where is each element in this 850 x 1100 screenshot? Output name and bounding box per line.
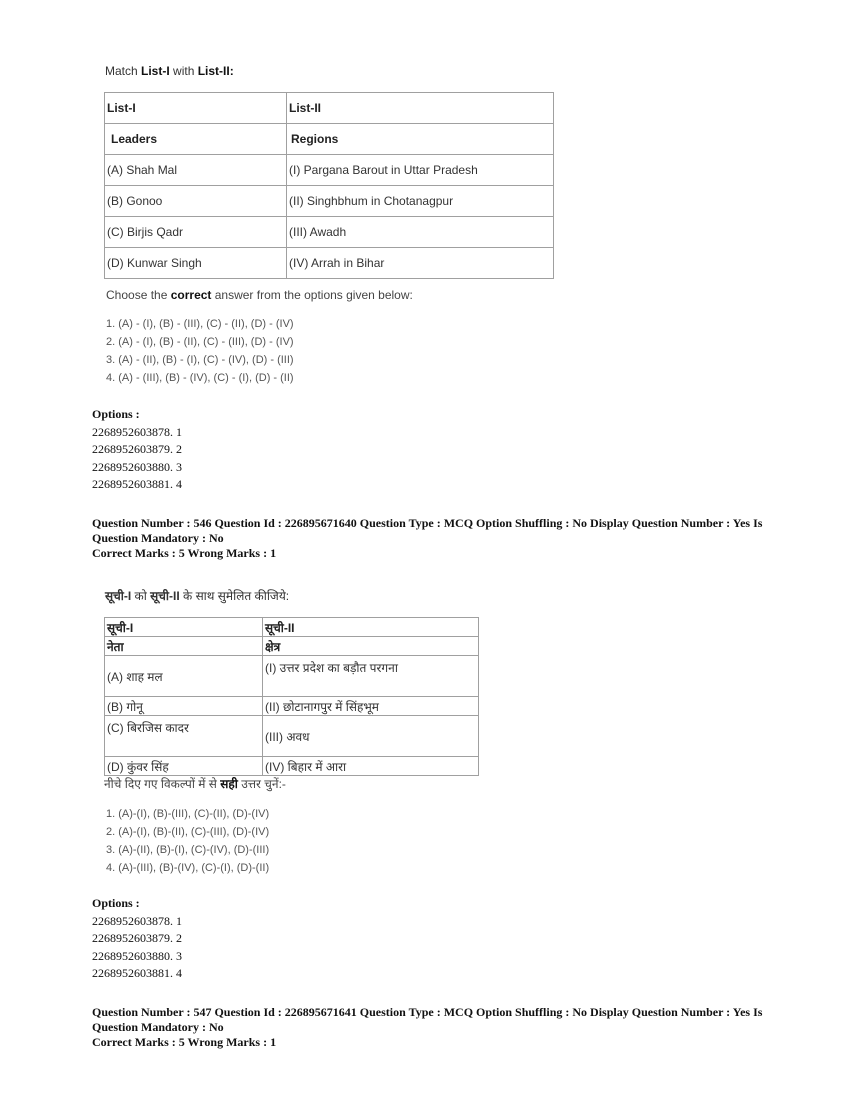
match-table [104,92,554,279]
question-marks: Correct Marks : 5 Wrong Marks : 1 [92,1035,277,1049]
option-id: 2268952603879. 2 [92,931,182,945]
table-cell: (III) अवध [263,716,479,757]
table-cell: (B) Gonoo [105,186,287,217]
option-id: 2268952603878. 1 [92,913,182,928]
question-marks: Correct Marks : 5 Wrong Marks : 1 [92,546,277,560]
answer-choice: 2. (A)-(I), (B)-(II), (C)-(III), (D)-(IV) [106,826,270,838]
answer-choice: 3. (A)-(II), (B)-(I), (C)-(IV), (D)-(III) [106,844,270,856]
table-subheader: क्षेत्र [263,637,479,656]
match-instruction: Match List-I with List-II: [105,64,234,78]
table-row [105,248,554,279]
question-header [92,1005,772,1050]
options-block [92,406,182,494]
answer-choice: 3. (A) - (II), (B) - (I), (C) - (IV), (D) - (III) [106,354,294,366]
options-label: Options : [92,896,140,910]
table-row [105,757,479,776]
table-subheader: Leaders [105,124,287,155]
question-meta: Question Number : 546 Question Id : 226895671640 Question Type : MCQ Option Shuffling : No Display Question Number : Yes Is Question Mandatory : No [92,516,763,545]
table-subheader: Regions [287,124,554,155]
option-id: 2268952603880. 3 [92,948,182,963]
question-header [92,516,772,561]
table-cell: (C) Birjis Qadr [105,217,287,248]
answer-choice: 4. (A) - (III), (B) - (IV), (C) - (I), (D) - (II) [106,372,294,384]
answer-choice: 1. (A)-(I), (B)-(III), (C)-(II), (D)-(IV) [106,808,270,820]
option-id: 2268952603878. 1 [92,424,182,439]
options-block [92,895,182,983]
answer-choice: 2. (A) - (I), (B) - (II), (C) - (III), (D) - (IV) [106,336,294,348]
option-id: 2268952603881. 4 [92,966,182,980]
answer-choice: 1. (A) - (I), (B) - (III), (C) - (II), (D) - (IV) [106,318,294,330]
table-row [105,217,554,248]
table-cell: (A) Shah Mal [105,155,287,186]
answer-choice: 4. (A)-(III), (B)-(IV), (C)-(I), (D)-(II) [106,862,270,874]
answer-choices [106,315,294,387]
option-id: 2268952603879. 2 [92,442,182,456]
table-cell: (A) शाह मल [105,656,263,697]
table-cell: (D) Kunwar Singh [105,248,287,279]
table-cell: (I) Pargana Barout in Uttar Pradesh [287,155,554,186]
table-cell: (D) कुंवर सिंह [105,757,263,776]
options-label: Options : [92,407,140,421]
choose-instruction: Choose the correct answer from the options given below: [106,288,413,302]
table-cell: (I) उत्तर प्रदेश का बड़ौत परगना [263,656,479,697]
table-header: सूची-I [105,618,263,637]
table-cell: (II) Singhbhum in Chotanagpur [287,186,554,217]
table-header: सूची-II [263,618,479,637]
match-instruction-hindi: सूची-I को सूची-II के साथ सुमेलित कीजिये: [105,589,290,603]
table-header: List-II [287,93,554,124]
question-meta: Question Number : 547 Question Id : 226895671641 Question Type : MCQ Option Shuffling : No Display Question Number : Yes Is Question Mandatory : No [92,1005,763,1034]
table-cell: (IV) Arrah in Bihar [287,248,554,279]
table-row [105,656,479,697]
table-row [105,716,479,757]
table-subheader: नेता [105,637,263,656]
table-row [105,697,479,716]
table-cell: (IV) बिहार में आरा [263,757,479,776]
option-id: 2268952603880. 3 [92,459,182,474]
table-row [105,155,554,186]
table-cell: (C) बिरजिस कादर [105,716,263,757]
match-table-hindi [104,617,479,776]
table-cell: (B) गोनू [105,697,263,716]
choose-instruction-hindi: नीचे दिए गए विकल्पों में से सही उत्तर चुनें:- [104,777,286,791]
table-row [105,186,554,217]
option-id: 2268952603881. 4 [92,477,182,491]
table-cell: (III) Awadh [287,217,554,248]
table-cell: (II) छोटानागपुर में सिंहभूम [263,697,479,716]
table-header: List-I [105,93,287,124]
answer-choices-hindi [106,805,269,877]
